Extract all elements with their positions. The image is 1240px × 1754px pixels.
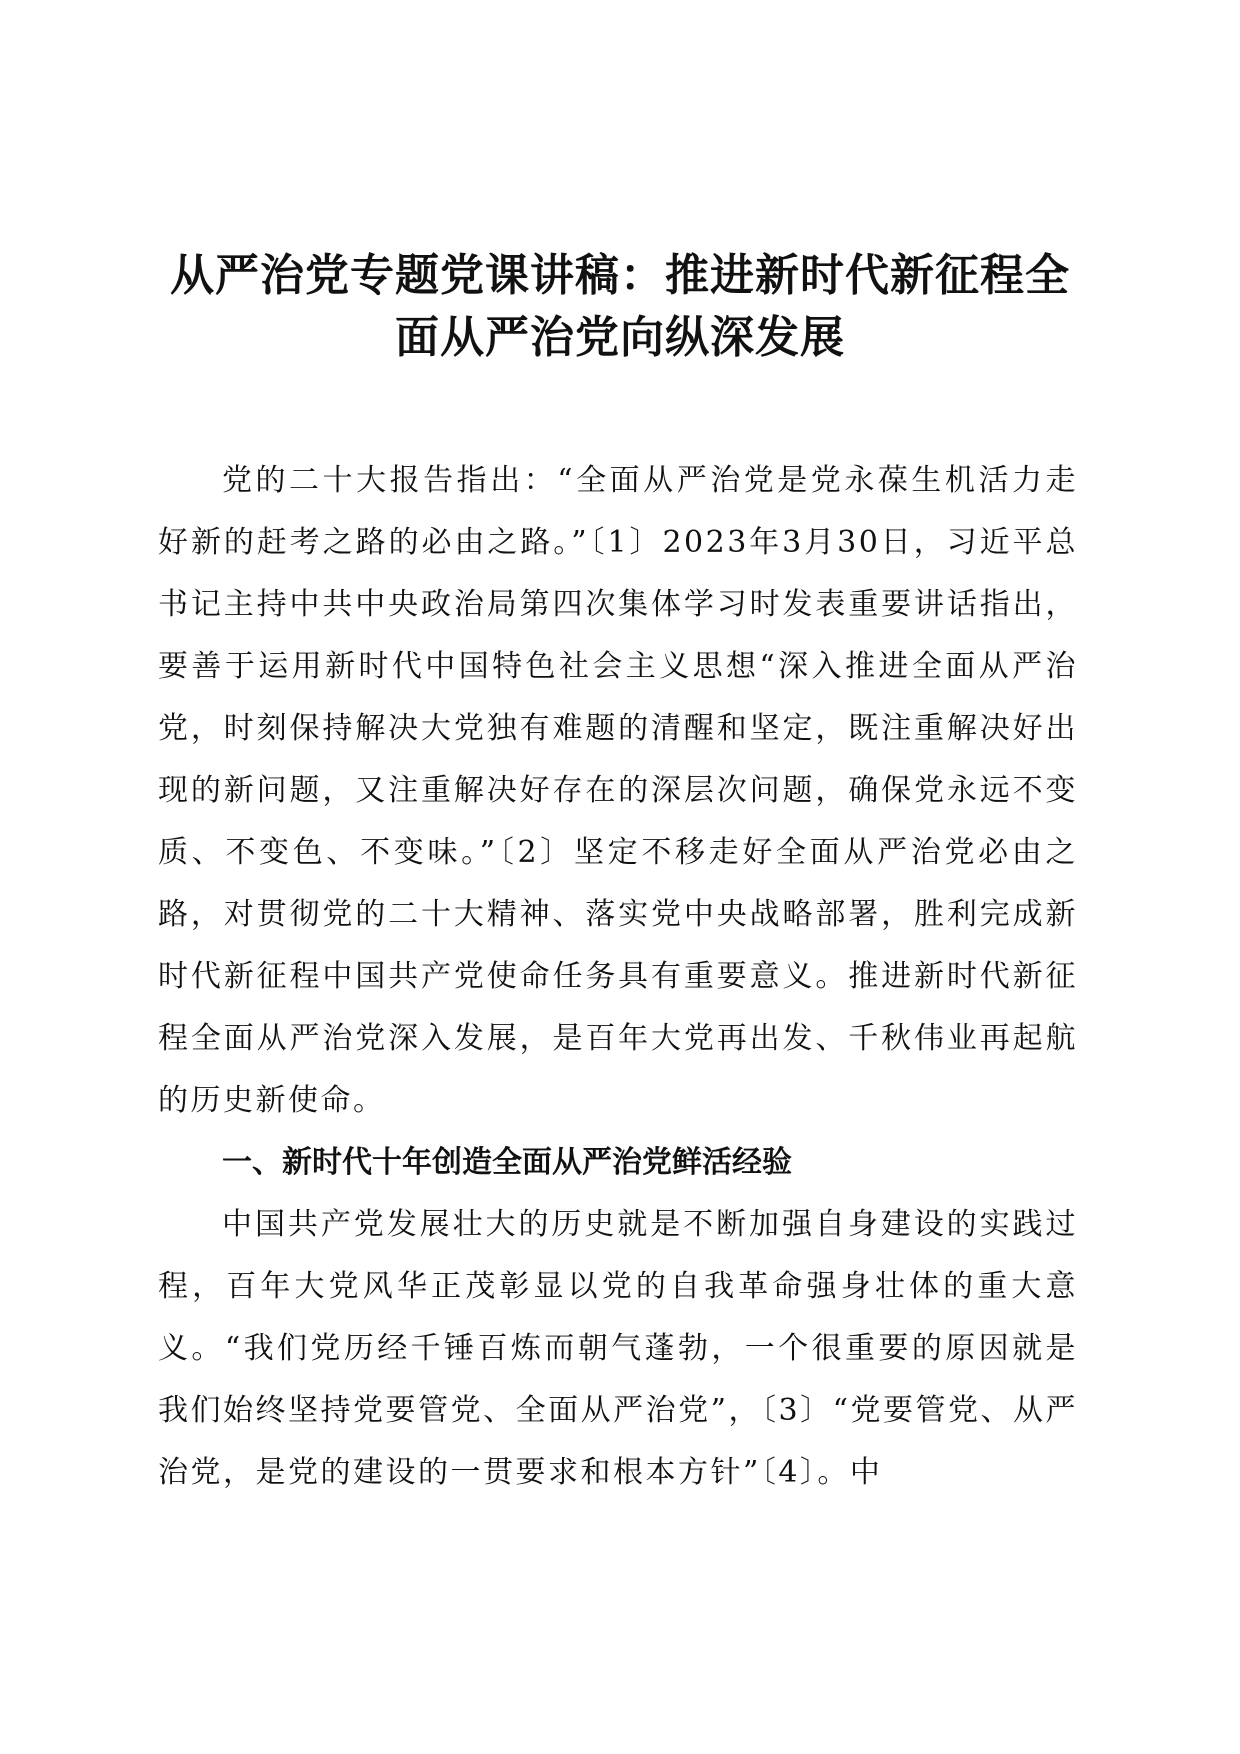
section-heading-1: 一、新时代十年创造全面从严治党鲜活经验 [222, 1145, 792, 1180]
document-title [150, 245, 1090, 369]
paragraph-section1: 中国共产党发展壮大的历史就是不断加强自身建设的实践过程，百年大党风华正茂彰显以党的自我革命强身壮体的重大意义。“我们党历经千锤百炼而朝气蓬勃，一个很重要的原因就是我们始终坚持党要管党、全面从严治党”，〔3〕“党要管党、从严治党，是党的建设的一贯要求和根本方针”〔4〕。中 [158, 1207, 1078, 1490]
title-line-2: 面从严治党向纵深发展 [395, 312, 845, 363]
paragraph-intro: 党的二十大报告指出：“全面从严治党是党永葆生机活力走好新的赶考之路的必由之路。”〔1〕2023年3月30日，习近平总书记主持中共中央政治局第四次集体学习时发表重要讲话指出，要善于运用新时代中国特色社会主义思想“深入推进全面从严治党，时刻保持解决大党独有难题的清醒和坚定，既注重解决好出现的新问题，又注重解决好存在的深层次问题，确保党永远不变质、不变色、不变味。”〔2〕坚定不移走好全面从严治党必由之路，对贯彻党的二十大精神、落实党中央战略部署，胜利完成新时代新征程中国共产党使命任务具有重要意义。推进新时代新征程全面从严治党深入发展，是百年大党再出发、千秋伟业再起航的历史新使命。 [158, 463, 1078, 1118]
title-line-1: 从严治党专题党课讲稿：推进新时代新征程全 [170, 250, 1070, 301]
document-body [158, 450, 1078, 1504]
